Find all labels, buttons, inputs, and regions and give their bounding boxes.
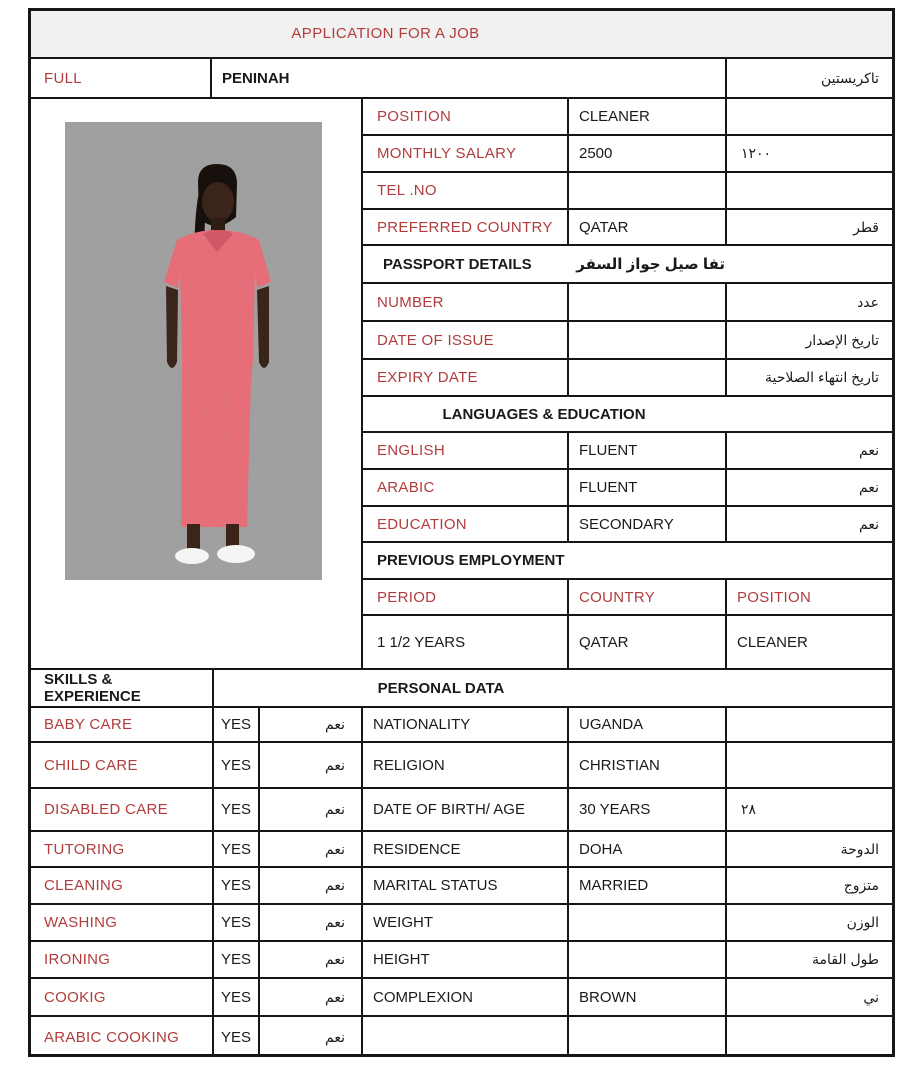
personal-field-value bbox=[567, 940, 725, 977]
education-label: EDUCATION bbox=[361, 505, 567, 541]
personal-field-arabic: ٢٨ bbox=[725, 787, 895, 830]
personal-field-arabic bbox=[725, 1015, 895, 1057]
personal-field-arabic: طول القامة bbox=[725, 940, 895, 977]
salary-value: 2500 bbox=[567, 134, 725, 171]
personal-field-arabic: الوزن bbox=[725, 903, 895, 940]
skill-yes: YES bbox=[212, 787, 258, 830]
position-column: POSITION bbox=[725, 578, 895, 614]
expiry-date-value bbox=[567, 358, 725, 395]
skill-yes: YES bbox=[212, 977, 258, 1015]
expiry-date-label: EXPIRY DATE bbox=[361, 358, 567, 395]
skill-yes-arabic: نعم bbox=[258, 903, 361, 940]
period-value: 1 1/2 YEARS bbox=[361, 614, 567, 668]
personal-field-arabic bbox=[725, 706, 895, 741]
personal-field-arabic: الدوحة bbox=[725, 830, 895, 866]
skill-yes: YES bbox=[212, 940, 258, 977]
skill-yes: YES bbox=[212, 903, 258, 940]
skill-yes-arabic: نعم bbox=[258, 787, 361, 830]
position-arabic bbox=[725, 97, 895, 134]
skills-header: SKILLS & EXPERIENCE bbox=[28, 668, 212, 706]
country-label: PREFERRED COUNTRY bbox=[361, 208, 567, 244]
personal-field-label: WEIGHT bbox=[361, 903, 567, 940]
country-column: COUNTRY bbox=[567, 578, 725, 614]
issue-date-arabic: تاريخ الإصدار bbox=[725, 320, 895, 358]
personal-field-value bbox=[567, 1015, 725, 1057]
skill-yes: YES bbox=[212, 1015, 258, 1057]
period-column: PERIOD bbox=[361, 578, 567, 614]
employment-position-value: CLEANER bbox=[725, 614, 895, 668]
skill-yes: YES bbox=[212, 741, 258, 787]
personal-field-label: RESIDENCE bbox=[361, 830, 567, 866]
country-value: QATAR bbox=[567, 208, 725, 244]
education-value: SECONDARY bbox=[567, 505, 725, 541]
education-arabic: نعم bbox=[725, 505, 895, 541]
passport-number-value bbox=[567, 282, 725, 320]
employment-header: PREVIOUS EMPLOYMENT bbox=[361, 541, 895, 578]
salary-label: MONTHLY SALARY bbox=[361, 134, 567, 171]
arabic-label: ARABIC bbox=[361, 468, 567, 505]
skill-yes: YES bbox=[212, 830, 258, 866]
skill-yes: YES bbox=[212, 866, 258, 903]
english-label: ENGLISH bbox=[361, 431, 567, 468]
personal-field-value: MARRIED bbox=[567, 866, 725, 903]
skill-label: CLEANING bbox=[28, 866, 212, 903]
personal-field-arabic: ني bbox=[725, 977, 895, 1015]
personal-field-label: NATIONALITY bbox=[361, 706, 567, 741]
expiry-date-arabic: تاريخ انتهاء الصلاحية bbox=[725, 358, 895, 395]
skill-label: IRONING bbox=[28, 940, 212, 977]
arabic-arabic: نعم bbox=[725, 468, 895, 505]
photo-cell bbox=[28, 97, 361, 668]
employment-country-value: QATAR bbox=[567, 614, 725, 668]
languages-header: LANGUAGES & EDUCATION bbox=[361, 395, 895, 431]
applicant-photo bbox=[65, 122, 322, 580]
passport-header-en: PASSPORT DETAILS bbox=[383, 255, 532, 273]
passport-header bbox=[361, 244, 895, 282]
personal-field-label: MARITAL STATUS bbox=[361, 866, 567, 903]
issue-date-value bbox=[567, 320, 725, 358]
personal-data-header: PERSONAL DATA bbox=[212, 668, 895, 706]
personal-field-value: UGANDA bbox=[567, 706, 725, 741]
telno-arabic bbox=[725, 171, 895, 208]
arabic-value: FLUENT bbox=[567, 468, 725, 505]
skill-yes-arabic: نعم bbox=[258, 741, 361, 787]
personal-field-label: COMPLEXION bbox=[361, 977, 567, 1015]
skill-label: TUTORING bbox=[28, 830, 212, 866]
skill-yes-arabic: نعم bbox=[258, 866, 361, 903]
personal-field-value: CHRISTIAN bbox=[567, 741, 725, 787]
telno-label: TEL .NO bbox=[361, 171, 567, 208]
personal-field-value: BROWN bbox=[567, 977, 725, 1015]
personal-field-arabic bbox=[725, 741, 895, 787]
full-name-value: PENINAH bbox=[210, 57, 725, 97]
applicant-figure bbox=[65, 122, 322, 580]
telno-value bbox=[567, 171, 725, 208]
skill-yes-arabic: نعم bbox=[258, 830, 361, 866]
country-arabic: قطر bbox=[725, 208, 895, 244]
salary-arabic: ١٢٠٠ bbox=[725, 134, 895, 171]
skill-label: BABY CARE bbox=[28, 706, 212, 741]
passport-number-arabic: عدد bbox=[725, 282, 895, 320]
form-title: APPLICATION FOR A JOB bbox=[28, 8, 895, 57]
personal-field-value bbox=[567, 903, 725, 940]
personal-field-label: RELIGION bbox=[361, 741, 567, 787]
position-value: CLEANER bbox=[567, 97, 725, 134]
issue-date-label: DATE OF ISSUE bbox=[361, 320, 567, 358]
position-label: POSITION bbox=[361, 97, 567, 134]
skill-yes-arabic: نعم bbox=[258, 1015, 361, 1057]
personal-field-label bbox=[361, 1015, 567, 1057]
skill-yes-arabic: نعم bbox=[258, 940, 361, 977]
skill-label: WASHING bbox=[28, 903, 212, 940]
skill-yes-arabic: نعم bbox=[258, 977, 361, 1015]
skill-label: ARABIC COOKING bbox=[28, 1015, 212, 1057]
personal-field-label: HEIGHT bbox=[361, 940, 567, 977]
passport-header-arabic: تفا صيل جواز السفر bbox=[576, 256, 725, 273]
skill-yes-arabic: نعم bbox=[258, 706, 361, 741]
personal-field-value: 30 YEARS bbox=[567, 787, 725, 830]
skill-label: COOKIG bbox=[28, 977, 212, 1015]
skill-label: DISABLED CARE bbox=[28, 787, 212, 830]
passport-number-label: NUMBER bbox=[361, 282, 567, 320]
skill-yes: YES bbox=[212, 706, 258, 741]
english-value: FLUENT bbox=[567, 431, 725, 468]
skill-label: CHILD CARE bbox=[28, 741, 212, 787]
english-arabic: نعم bbox=[725, 431, 895, 468]
full-name-arabic: تاكريستين bbox=[725, 57, 895, 97]
personal-field-value: DOHA bbox=[567, 830, 725, 866]
personal-field-arabic: متزوج bbox=[725, 866, 895, 903]
personal-field-label: DATE OF BIRTH/ AGE bbox=[361, 787, 567, 830]
full-name-label: FULL bbox=[28, 57, 210, 97]
